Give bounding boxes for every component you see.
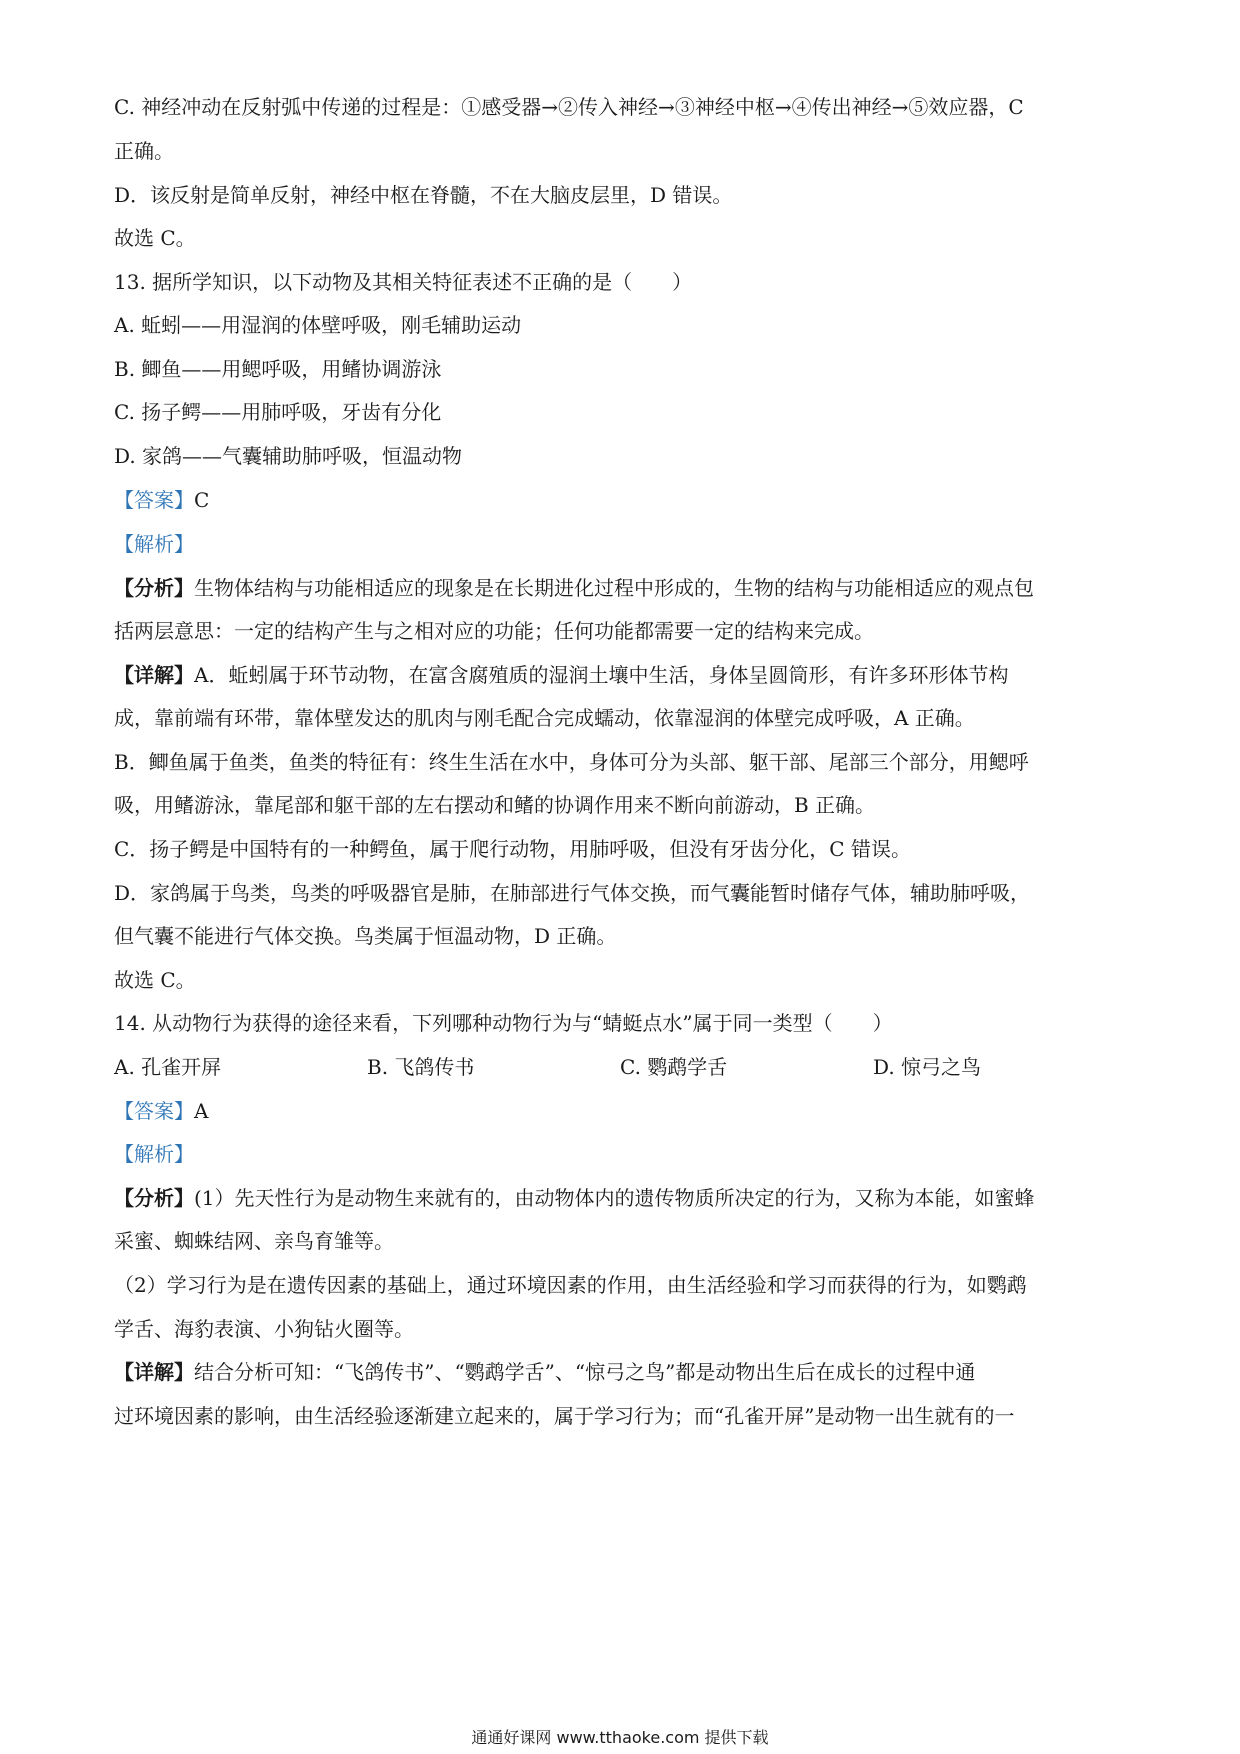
q13-fenxi-line2: 括两层意思：一定的结构产生与之相对应的功能；任何功能都需要一定的结构来完成。 [114, 619, 874, 643]
answer-tag: 【答案】 [114, 488, 194, 512]
q12-option-c-line2: 正确。 [114, 139, 174, 163]
q13-option-d: D. 家鸽——气囊辅助肺呼吸，恒温动物 [114, 444, 463, 468]
q14-fenxi-line3: （2）学习行为是在遗传因素的基础上，通过环境因素的作用，由生活经验和学习而获得的行为，如鹦鹉 [114, 1273, 1027, 1297]
q14-option-d: D. 惊弓之鸟 [873, 1055, 982, 1079]
q14-xiangjie-line2: 过环境因素的影响，由生活经验逐渐建立起来的，属于学习行为；而“孔雀开屏”是动物一出生就有的一 [114, 1404, 1015, 1428]
q13-option-a: A. 蚯蚓——用湿润的体壁呼吸，刚毛辅助运动 [114, 313, 522, 337]
page-footer: 通通好课网 www.tthaoke.com 提供下载 [471, 1728, 769, 1747]
q13-stem: 13. 据所学知识，以下动物及其相关特征表述不正确的是（ ） [114, 270, 693, 294]
q14-xiangjie-line1 [114, 1358, 1134, 1386]
q14-analysis-heading [114, 1140, 1134, 1168]
q14-option-b: B. 飞鸽传书 [367, 1055, 475, 1079]
fenxi-tag: 【分析】 [114, 1186, 194, 1210]
xiangjie-text: 结合分析可知：“飞鸽传书”、“鹦鹉学舌”、“惊弓之鸟”都是动物出生后在成长的过程中通 [194, 1360, 976, 1384]
xiangjie-tag: 【详解】 [114, 1360, 194, 1384]
fenxi-text: 生物体结构与功能相适应的现象是在长期进化过程中形成的，生物的结构与功能相适应的观点包 [194, 576, 1034, 600]
analysis-tag: 【解析】 [114, 1142, 194, 1166]
q14-stem: 14. 从动物行为获得的途径来看，下列哪种动物行为与“蜻蜓点水”属于同一类型（ ） [114, 1011, 893, 1035]
q12-conclusion: 故选 C。 [114, 226, 196, 250]
q14-fenxi-line1 [114, 1184, 1134, 1212]
q14-fenxi-line2: 采蜜、蜘蛛结网、亲鸟育雏等。 [114, 1229, 394, 1253]
q13-option-b: B. 鲫鱼——用鳃呼吸，用鳍协调游泳 [114, 357, 442, 381]
q13-xiangjie-line3: B．鲫鱼属于鱼类，鱼类的特征有：终生生活在水中，身体可分为头部、躯干部、尾部三个部分，用鳃呼 [114, 750, 1029, 774]
q14-option-a: A. 孔雀开屏 [114, 1055, 222, 1079]
q12-option-c-line1: C. 神经冲动在反射弧中传递的过程是：①感受器→②传入神经→③神经中枢→④传出神经→⑤效应器，C [114, 95, 1024, 119]
q13-xiangjie-line7: 但气囊不能进行气体交换。鸟类属于恒温动物，D 正确。 [114, 924, 617, 948]
xiangjie-tag: 【详解】 [114, 663, 194, 687]
q13-xiangjie-line1 [114, 661, 1134, 689]
q13-answer [114, 486, 1134, 514]
q13-xiangjie-line4: 吸，用鳍游泳，靠尾部和躯干部的左右摆动和鳍的协调作用来不断向前游动，B 正确。 [114, 793, 876, 817]
answer-value: A [194, 1099, 209, 1123]
q13-fenxi-line1 [114, 574, 1134, 602]
xiangjie-text: A．蚯蚓属于环节动物，在富含腐殖质的湿润土壤中生活，身体呈圆筒形，有许多环形体节构 [194, 663, 1009, 687]
q13-xiangjie-line6: D．家鸽属于鸟类，鸟类的呼吸器官是肺，在肺部进行气体交换，而气囊能暂时储存气体，辅助肺呼吸， [114, 881, 1031, 905]
q14-answer [114, 1097, 1134, 1125]
answer-tag: 【答案】 [114, 1099, 194, 1123]
q13-analysis-heading [114, 530, 1134, 558]
q14-fenxi-line4: 学舌、海豹表演、小狗钻火圈等。 [114, 1317, 414, 1341]
q14-option-c: C. 鹦鹉学舌 [620, 1055, 728, 1079]
analysis-tag: 【解析】 [114, 532, 194, 556]
q13-xiangjie-line5: C．扬子鳄是中国特有的一种鳄鱼，属于爬行动物，用肺呼吸，但没有牙齿分化，C 错误。 [114, 837, 911, 861]
q13-conclusion: 故选 C。 [114, 968, 196, 992]
fenxi-tag: 【分析】 [114, 576, 194, 600]
fenxi-text: (1）先天性行为是动物生来就有的，由动物体内的遗传物质所决定的行为，又称为本能，如蜜蜂 [194, 1186, 1035, 1210]
q12-option-d: D．该反射是简单反射，神经中枢在脊髓，不在大脑皮层里，D 错误。 [114, 183, 733, 207]
q13-option-c: C. 扬子鳄——用肺呼吸，牙齿有分化 [114, 400, 442, 424]
answer-value: C [194, 488, 210, 512]
q13-xiangjie-line2: 成，靠前端有环带，靠体壁发达的肌肉与刚毛配合完成蠕动，依靠湿润的体壁完成呼吸，A 正确。 [114, 706, 975, 730]
